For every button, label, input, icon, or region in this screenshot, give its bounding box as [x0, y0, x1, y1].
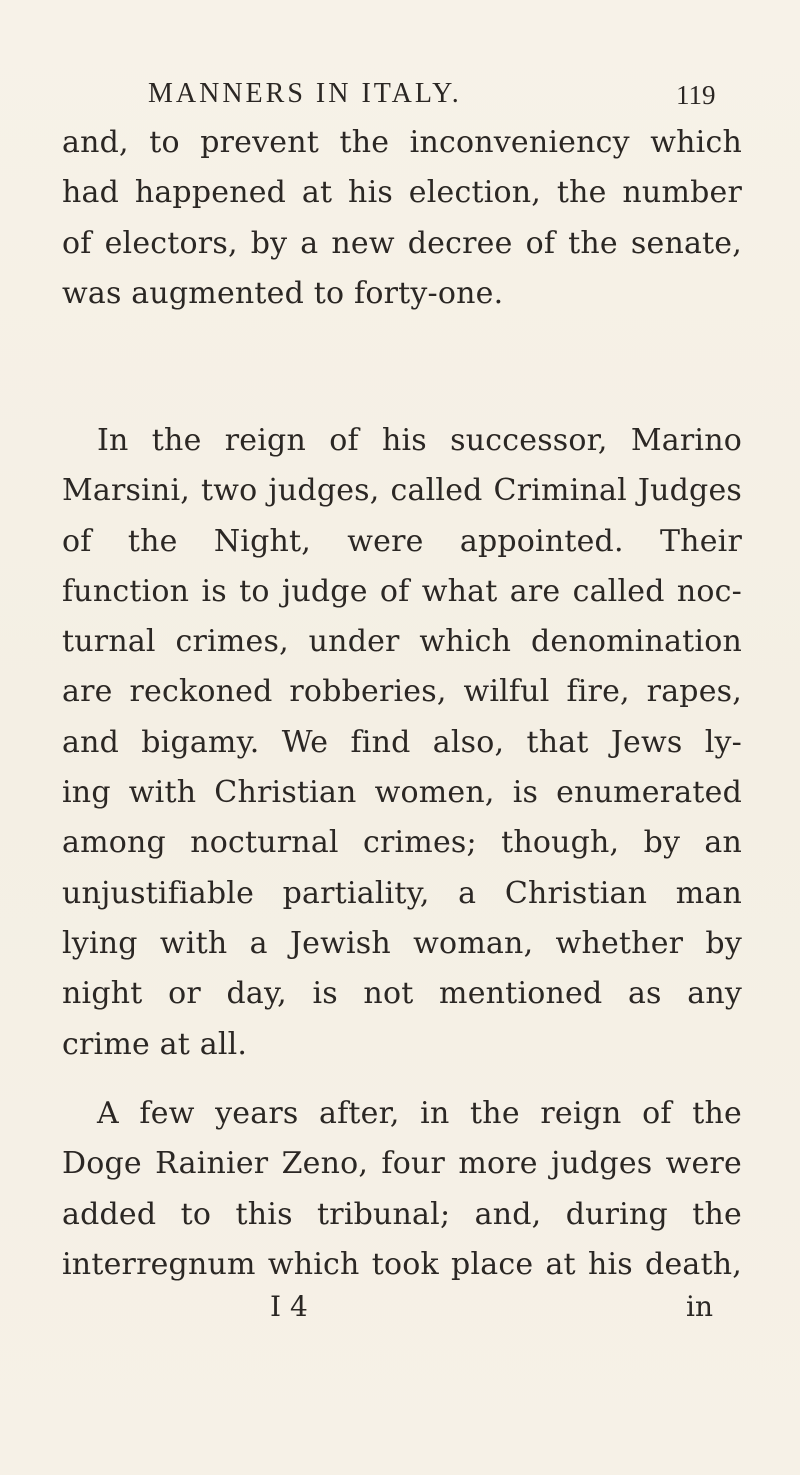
text-line: ing with Christian women, is enumerated [62, 775, 742, 811]
paragraph [62, 416, 742, 1070]
text-line: crime at all. [62, 1026, 248, 1062]
catchword: in [686, 1290, 713, 1323]
text-line: and, to prevent the inconveniency which [62, 125, 742, 160]
text-line: function is to judge of what are called noc- [62, 573, 742, 609]
text-line: had happened at his election, the number [62, 175, 742, 211]
text-line: Marsini, two judges, called Criminal Judges [62, 473, 742, 509]
text-line: turnal crimes, under which denomination [62, 624, 742, 660]
paragraph [62, 1089, 742, 1290]
text-line: interregnum which took place at his death, [62, 1246, 742, 1282]
text-line: lying with a Jewish woman, whether by [62, 925, 742, 961]
text-line: among nocturnal crimes; though, by an [62, 825, 742, 861]
text-line: added to this tribunal; and, during the [62, 1196, 742, 1232]
text-line: are reckoned robberies, wilful fire, rapes, [62, 674, 742, 710]
signature-mark: I 4 [270, 1290, 308, 1323]
text-line: was augmented to forty-one. [62, 275, 504, 311]
text-line: of the Night, were appointed. Their [62, 523, 742, 559]
text-line: and bigamy. We find also, that Jews ly- [62, 724, 742, 760]
running-title: MANNERS IN ITALY. [148, 78, 462, 109]
text-line: of electors, by a new decree of the senate, [62, 225, 742, 261]
paragraph [62, 118, 742, 319]
text-line: Doge Rainier Zeno, four more judges were [62, 1146, 742, 1182]
page-number: 119 [676, 80, 716, 110]
text-line: night or day, is not mentioned as any [62, 976, 742, 1012]
text-line: unjustifiable partiality, a Christian man [62, 875, 742, 911]
text-line: In the reign of his successor, Marino [97, 423, 742, 458]
text-line: A few years after, in the reign of the [97, 1096, 742, 1131]
